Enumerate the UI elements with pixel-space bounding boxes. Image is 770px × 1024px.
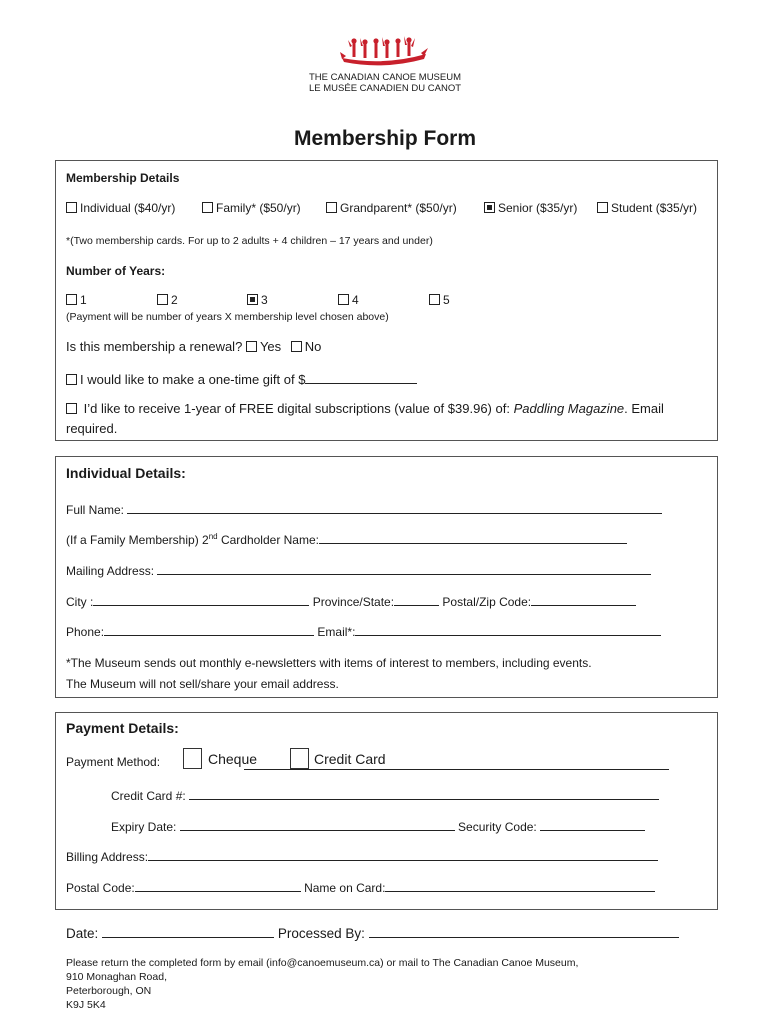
individual-details-heading: Individual Details:: [66, 465, 186, 481]
credit-card-option[interactable]: Credit Card: [290, 748, 386, 769]
membership-option-individual[interactable]: Individual ($40/yr): [66, 201, 175, 215]
name-on-card-field[interactable]: [385, 878, 655, 892]
museum-logo: [338, 32, 430, 72]
gift-amount-field[interactable]: [305, 370, 417, 384]
org-name-fr: LE MUSÉE CANADIEN DU CANOT: [308, 83, 462, 94]
full-name-field[interactable]: [127, 500, 662, 514]
full-name-row: Full Name:: [66, 500, 662, 517]
city-row: City : Province/State: Postal/Zip Code:: [66, 592, 636, 609]
postal-code-field[interactable]: [531, 592, 636, 606]
family-note: *(Two membership cards. For up to 2 adults + 4 children – 17 years and under): [66, 235, 433, 247]
years-option-4[interactable]: 4: [338, 293, 359, 307]
date-field[interactable]: [102, 924, 274, 938]
renewal-no-option[interactable]: No: [291, 339, 322, 354]
checkbox-icon[interactable]: [66, 374, 77, 385]
expiry-field[interactable]: [180, 817, 455, 831]
renewal-row: [66, 339, 321, 354]
second-cardholder-field[interactable]: [319, 530, 627, 544]
postal-name-row: Postal Code: Name on Card:: [66, 878, 655, 895]
membership-option-grandparent[interactable]: Grandparent* ($50/yr): [326, 201, 457, 215]
payment-details-heading: Payment Details:: [66, 720, 179, 736]
magazine-name: Paddling Magazine: [513, 401, 625, 416]
checkbox-icon[interactable]: [246, 341, 257, 352]
return-instructions: Please return the completed form by email (info@canoemuseum.ca) or mail to The Canadian Canoe Museum, 910 Monaghan Road, Peterborough, ON K9J 5K4: [66, 957, 579, 1011]
checkbox-icon[interactable]: [66, 294, 77, 305]
email-note: *The Museum sends out monthly e-newsletters with items of interest to members, including events. The Museum will not sell/share your email address.: [66, 656, 592, 691]
years-option-2[interactable]: 2: [157, 293, 178, 307]
years-option-3[interactable]: 3: [247, 293, 268, 307]
phone-field[interactable]: [104, 622, 314, 636]
second-cardholder-row: (If a Family Membership) 2nd Cardholder Name:: [66, 530, 627, 547]
checkbox-icon[interactable]: [157, 294, 168, 305]
card-number-row: Credit Card #:: [111, 786, 659, 803]
billing-address-field[interactable]: [148, 847, 658, 861]
billing-row: Billing Address:: [66, 847, 658, 864]
payment-postal-code-field[interactable]: [135, 878, 301, 892]
province-field[interactable]: [394, 592, 439, 606]
checkbox-icon[interactable]: [291, 341, 302, 352]
checkbox-icon[interactable]: [597, 202, 608, 213]
checkbox-icon[interactable]: [338, 294, 349, 305]
email-field[interactable]: [355, 622, 661, 636]
checkbox-icon[interactable]: [429, 294, 440, 305]
cheque-option[interactable]: Cheque: [183, 748, 257, 769]
checkbox-icon[interactable]: [66, 403, 77, 414]
membership-option-senior[interactable]: Senior ($35/yr): [484, 201, 577, 215]
years-heading: Number of Years:: [66, 264, 166, 278]
renewal-yes-option[interactable]: Yes: [246, 339, 281, 354]
years-option-1[interactable]: 1: [66, 293, 87, 307]
gift-row: [66, 370, 417, 387]
subscription-row: I’d like to receive 1-year of FREE digital subscriptions (value of $39.96) of: Paddling Magazine. Email required.: [66, 401, 664, 436]
page-title: Membership Form: [293, 127, 477, 150]
membership-option-student[interactable]: Student ($35/yr): [597, 201, 697, 215]
phone-row: Phone: Email*:: [66, 622, 661, 639]
date-row: Date: Processed By:: [66, 924, 679, 941]
checkbox-icon[interactable]: [326, 202, 337, 213]
mailing-address-row: Mailing Address:: [66, 561, 651, 578]
membership-option-family[interactable]: Family* ($50/yr): [202, 201, 301, 215]
checkbox-checked-icon[interactable]: [484, 202, 495, 213]
checkbox-checked-icon[interactable]: [247, 294, 258, 305]
years-note: (Payment will be number of years X membership level chosen above): [66, 311, 389, 323]
expiry-row: Expiry Date: Security Code:: [111, 817, 645, 834]
years-option-5[interactable]: 5: [429, 293, 450, 307]
city-field[interactable]: [93, 592, 309, 606]
renewal-question: Is this membership a renewal?: [66, 339, 243, 354]
security-code-field[interactable]: [540, 817, 645, 831]
checkbox-icon[interactable]: [202, 202, 213, 213]
gift-option[interactable]: I would like to make a one-time gift of $: [66, 372, 305, 387]
card-number-field[interactable]: [189, 786, 659, 800]
canoe-logo-icon: [338, 32, 430, 72]
checkbox-icon[interactable]: [183, 748, 202, 769]
mailing-address-field[interactable]: [157, 561, 651, 575]
payment-method-underline: [244, 756, 669, 770]
processed-by-field[interactable]: [369, 924, 679, 938]
checkbox-icon[interactable]: [66, 202, 77, 213]
membership-details-heading: Membership Details: [66, 171, 180, 185]
org-name-en: THE CANADIAN CANOE MUSEUM: [308, 72, 461, 83]
